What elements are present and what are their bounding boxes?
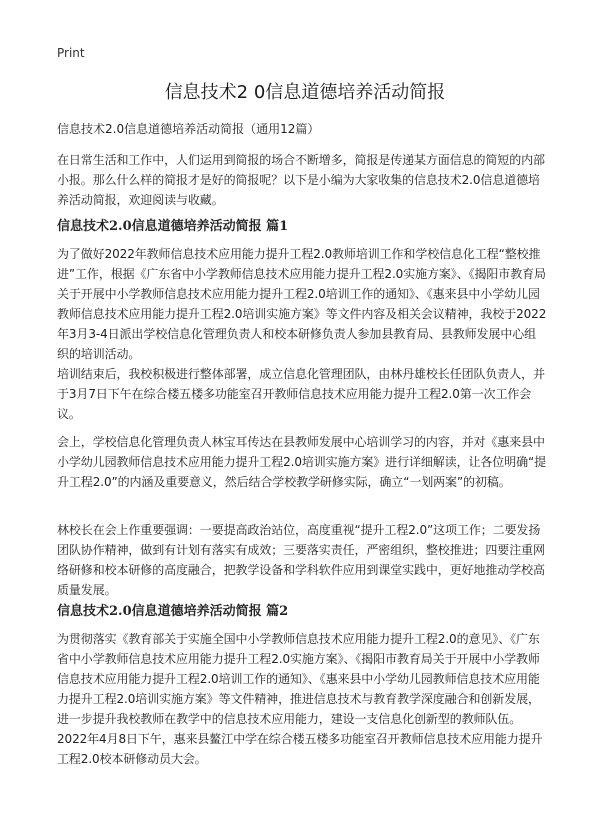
print-link[interactable]: Print [57,46,85,60]
section-1-paragraph-1: 为了做好2022年教师信息技术应用能力提升工程2.0教师培训工作和学校信息化工程“整校推进”工作，根据《广东省中小学教师信息技术应用能力提升工程2.0实施方案》、《揭阳市教育局关于开展中小学教师信息技术应用能力提升工程2.0培训工作的通知》、《惠来县中小学幼儿园教师信息技术应用能力提升工程2.0培训实施方案》等文件内容及相关会议精神，我校于2022年3月3-4日派出学校信息化管理负责人和校本研修负责人参加县教育局、县教师发展中心组织的培训活动。 [57,247,547,361]
section-1-paragraph-2: 培训结束后，我校积极进行整体部署，成立信息化管理团队，由林丹雄校长任团队负责人，并于3月7日下午在综合楼五楼多功能室召开教师信息技术应用能力提升工程2.0第一次工作会议。 [57,367,545,421]
section-1-paragraph-4: 林校长在会上作重要强调：一要提高政治站位，高度重视“提升工程2.0”这项工作；二要发扬团队协作精神，做到有计划有落实有成效；三要落实责任，严密组织，整校推进；四要注重网络研修和校本研修的高度融合，把教学设备和学科软件应用到课堂实践中，更好地推动学校高质量发展。 [57,523,545,597]
section-1-paragraph-3: 会上，学校信息化管理负责人林宝耳传达在县教师发展中心培训学习的内容，并对《惠来县中小学幼儿园教师信息技术应用能力提升工程2.0培训实施方案》进行详细解读，让各位明确“提升工程2.0”的内涵及重要意义，然后结合学校教学研修实际，确立“一划两案”的初稿。 [57,435,547,489]
document-subtitle: 信息技术2.0信息道德培养活动简报（通用12篇） [57,122,320,136]
document-title: 信息技术2 0信息道德培养活动简报 [164,82,446,103]
section-2-paragraph-1: 为贯彻落实《教育部关于实施全国中小学教师信息技术应用能力提升工程2.0的意见》、《广东省中小学教师信息技术应用能力提升工程2.0实施方案》、《揭阳市教育局关于开展中小学教师信息技术应用能力提升工程2.0培训工作的通知》、《惠来县中小学幼儿园教师信息技术应用能力提升工程2.0培训实施方案》等文件精神，推进信息技术与教育教学深度融合和创新发展，进一步提升我校教师在教学中的信息技术应用能力，建设一支信息化创新型的教师队伍。2022年4月8日下午，惠来县鳌江中学在综合楼五楼多功能室召开教师信息技术应用能力提升工程2.0校本研修动员大会。 [57,632,543,766]
intro-paragraph: 在日常生活和工作中，人们运用到简报的场合不断增多，简报是传递某方面信息的简短的内部小报。那么什么样的简报才是好的简报呢？以下是小编为大家收集的信息技术2.0信息道德培养活动简报，欢迎阅读与收藏。 [57,153,545,207]
section-heading-2: 信息技术2.0信息道德培养活动简报 篇2 [57,604,289,619]
section-heading-1: 信息技术2.0信息道德培养活动简报 篇1 [57,219,289,234]
